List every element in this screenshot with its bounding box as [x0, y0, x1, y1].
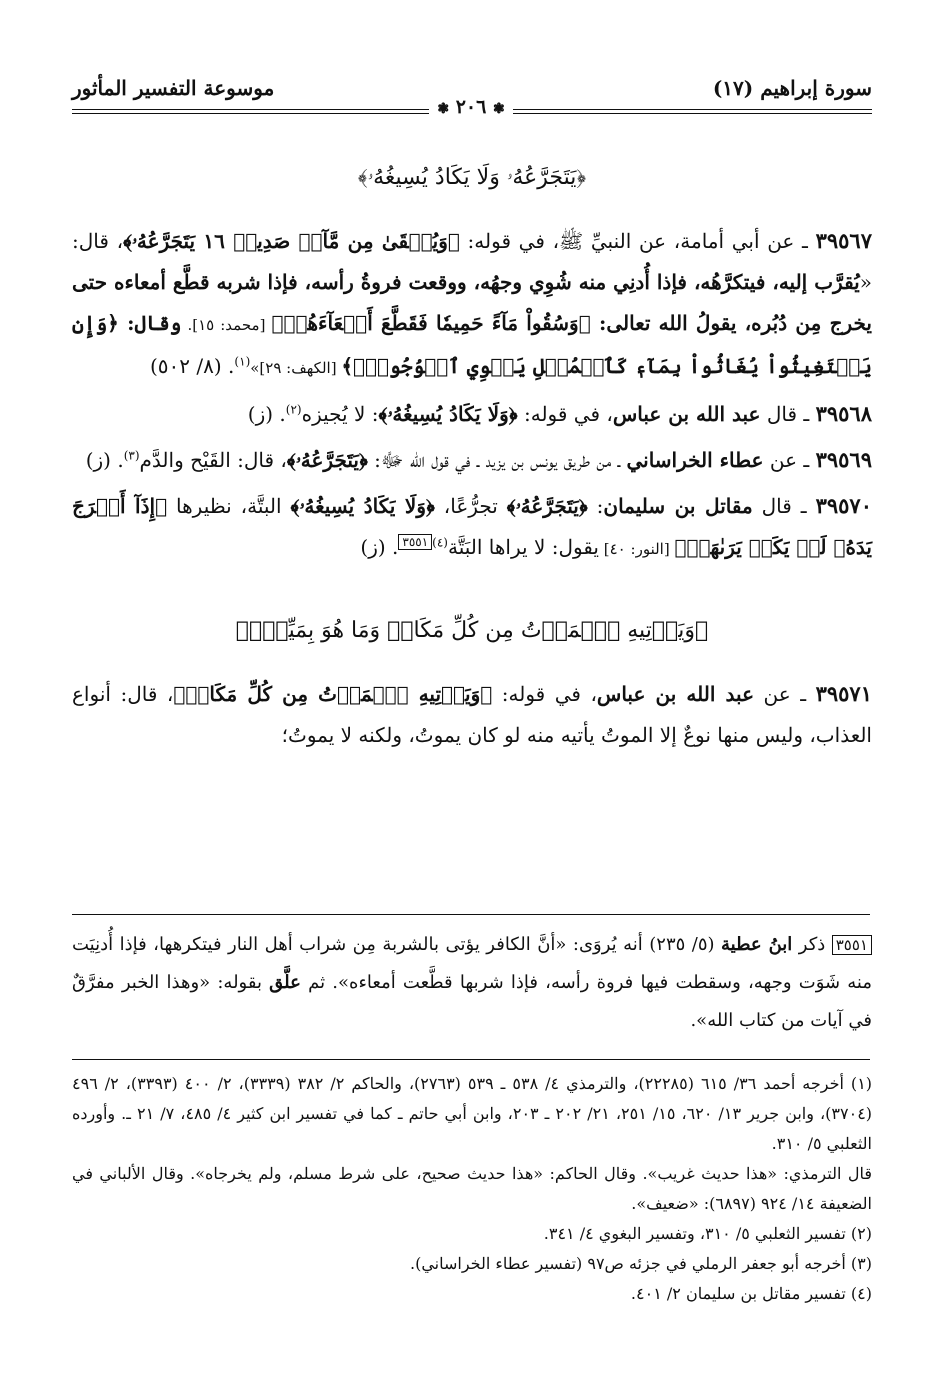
footnote: (١) أخرجه أحمد ٣٦/ ٦١٥ (٢٢٢٨٥)، والترمذي ٤/ ٥٣٨ ـ ٥٣٩ (٢٧٦٣)، والحاكم ٢/ ٣٨٢ (٣٣٣٩)، ٢/ ٤٠٠ (٣٣٩٣)، ٢/ ٤٩٦ (٣٧٠٤)، وابن جرير ١٣/ ٦٢٠، ١٥/ ٢٥١، ٢١/ ٢٠٢ ـ ٢٠٣، وابن أبي حاتم ـ كما في تفسير ابن كثير ٤/ ٤٨٥، ٧/ ٢١ ـ. وأورده الثعلبي ٥/ ٣١٠. [72, 1074, 873, 1153]
volume-reference: . (٨/ ٥٠٢) [149, 354, 235, 378]
page-number-box [429, 96, 512, 118]
footnote: قال الترمذي: «هذا حديث غريب». وقال الحاكم: «هذا حديث صحيح، على شرط مسلم، ولم يخرجاه». وقال الألباني في الضعيفة ١٤/ ٩٢٤ (٦٨٩٧): «ضعيف». [72, 1164, 872, 1213]
surah-title: سورة إبراهيم (١٧) [712, 76, 872, 100]
note-text: (٥/ ٢٣٥) أنه يُروَى: «أنَّ الكافر يؤتى بالشربة مِن شراب أهل النار فيتكرهها، فإذا أُدنِيَت منه شَوَت وجهه، وسقطت فيها فروة رأسه، فإذا شربها قطَّعت أمعاءه». ثم [72, 934, 872, 993]
footnote: (٣) أخرجه أبو جعفر الرملي في جزئه ص٩٧ (تفسير عطاء الخراساني). [409, 1254, 872, 1273]
ornament-icon: ❃ [492, 101, 505, 117]
volume-reference: . (ز) [247, 402, 286, 426]
entry-39570 [72, 485, 872, 570]
footnote: (٤) تفسير مقاتل بن سليمان ٢/ ٤٠١. [630, 1284, 872, 1303]
narrator-name: مقاتل بن سليمان [603, 494, 753, 518]
quran-quote: ﴿وَسُقُواْ مَآءً حَمِيمٗا فَقَطَّعَ أَمۡعَآءَهُمۡ﴾ [271, 311, 591, 335]
note-text: بقوله: «وهذا الخبر مفرَّقٌ في آيات من كتاب الله». [72, 972, 872, 1031]
page-number: ٢٠٦ [455, 96, 487, 118]
entry-39568 [72, 393, 872, 435]
footnote-marker: (١) [234, 354, 251, 369]
volume-reference: . (ز) [85, 448, 124, 472]
ornament-icon: ❃ [437, 101, 450, 117]
footnotes [72, 1069, 872, 1309]
note-emphasis: علَّق [269, 972, 301, 993]
narrator-name: عطاء الخراساني [626, 448, 764, 472]
quran-quote: ﴿وَلَا يَكَادُ يُسِيغُهُۥ﴾ [290, 494, 435, 518]
quran-quote: ﴿إِذَآ أَخۡرَجَ يَدَهُۥ لَمۡ يَكَدۡ يَرَىٰهَاۗ﴾ [72, 494, 872, 559]
main-text [72, 165, 872, 760]
quran-quote: ﴿وَيُسۡقَىٰ مِن مَّآءٖ صَدِيدٖ ١٦ يَتَجَرَّعُهُۥ﴾ [123, 229, 460, 253]
commentary-ref-box: ٣٥٥١ [832, 935, 872, 955]
entry-text: تجرُّعًا، [434, 494, 507, 518]
entry-text: ـ من طريق يونس بن يزيد ـ في قول الله ﷻ: [367, 448, 627, 472]
ayah-heading: ﴿يَتَجَرَّعُهُۥ وَلَا يَكَادُ يُسِيغُهُۥ﴾ [357, 165, 587, 190]
entry-39567 [72, 220, 872, 389]
entry-text: ، قال: القَيْح والدَّم [139, 448, 287, 472]
entry-text: ـ عن أبي أمامة، عن النبيِّ ﷺ، في قوله: [459, 229, 816, 253]
footnote-marker: (٢) [285, 402, 302, 417]
entry-39569 [72, 439, 872, 481]
entry-text: : لا يُجيزه [301, 402, 379, 426]
note-text: ذكر [792, 934, 832, 955]
ayah-heading: ﴿وَيَأۡتِيهِ ٱلۡمَوۡتُ مِن كُلِّ مَكَانٖ وَمَا هُوَ بِمَيِّتٖۖ﴾ [235, 618, 709, 643]
entry-text: ـ عن [763, 448, 816, 472]
quran-quote: ﴿وَيَأۡتِيهِ ٱلۡمَوۡتُ مِن كُلِّ مَكَانٖ﴾ [173, 682, 493, 706]
entry-text: ، في قوله: [492, 682, 597, 706]
surah-reference: [محمد: ١٥]. [181, 316, 272, 334]
surah-reference: [النور: ٤٠] [599, 540, 675, 558]
entry-number: ٣٩٥٦٨ [815, 401, 872, 426]
footnote-marker: (٤) [432, 535, 448, 550]
commentary-note [72, 926, 872, 1040]
scholar-name: ابنُ عطية [720, 934, 793, 955]
surah-reference: [الكهف: ٢٩]» [250, 359, 342, 377]
hadith-text: يُقرَّب إليه، فيتكرَّهُه، فإذا أُدنِي منه شُوِي وجهُه، ووقعت فروةُ رأسه، فإذا شربه قطَّع أمعاءه حتى يخرج مِن دُبُره، يقولُ الله تعالى: [72, 270, 873, 335]
narrator-name: عبد الله بن عباس [612, 402, 761, 426]
entry-text: ، قال: « [72, 229, 872, 294]
entry-39571 [72, 673, 872, 756]
entry-number: ٣٩٥٦٩ [815, 447, 872, 472]
entry-number: ٣٩٥٦٧ [815, 228, 872, 253]
entry-number: ٣٩٥٧٠ [815, 493, 872, 518]
entry-text: ـ قال [752, 494, 816, 518]
entry-text: ، في قوله: [517, 402, 613, 426]
entry-text: ، قال: أنواع العذاب، وليس منها نوعٌ إلا الموتُ يأتيه منه لو كان يموتُ، ولكنه لا يموتُ؛ [72, 682, 872, 747]
entry-text: يقول: لا يراها البَتَّة [447, 535, 599, 559]
quran-quote: ﴿وَإِن يَسۡتَغِيثُواْ يُغَاثُواْ بِمَآءٖ كَٱلۡمُهۡلِ يَشۡوِي ٱلۡوُجُوهَۚ﴾ [72, 311, 872, 378]
entry-text: : [587, 494, 604, 518]
footnote: (٢) تفسير الثعلبي ٥/ ٣١٠، وتفسير البغوي ٤/ ٣٤١. [543, 1224, 872, 1243]
footnote-marker: (٣) [123, 448, 140, 463]
quran-quote: ﴿يَتَجَرَّعُهُۥ﴾ [286, 448, 368, 472]
entry-text: البتَّة، نظيرها [167, 494, 291, 518]
entry-text: ـ عن [754, 682, 816, 706]
entry-number: ٣٩٥٧١ [815, 681, 872, 706]
book-title: موسوعة التفسير المأثور [72, 76, 275, 100]
entry-text: ـ قال [760, 402, 816, 426]
commentary-ref-box: ٣٥٥١ [398, 534, 432, 550]
footnote-divider [72, 1059, 870, 1060]
narrator-name: عبد الله بن عباس [596, 682, 755, 706]
hadith-text: وقال: [118, 311, 182, 335]
quran-quote: ﴿يَتَجَرَّعُهُۥ﴾ [506, 494, 588, 518]
quran-quote: ﴿وَلَا يَكَادُ يُسِيغُهُۥ﴾ [378, 402, 518, 426]
commentary-divider [72, 914, 870, 915]
volume-reference: . (ز) [360, 535, 399, 559]
